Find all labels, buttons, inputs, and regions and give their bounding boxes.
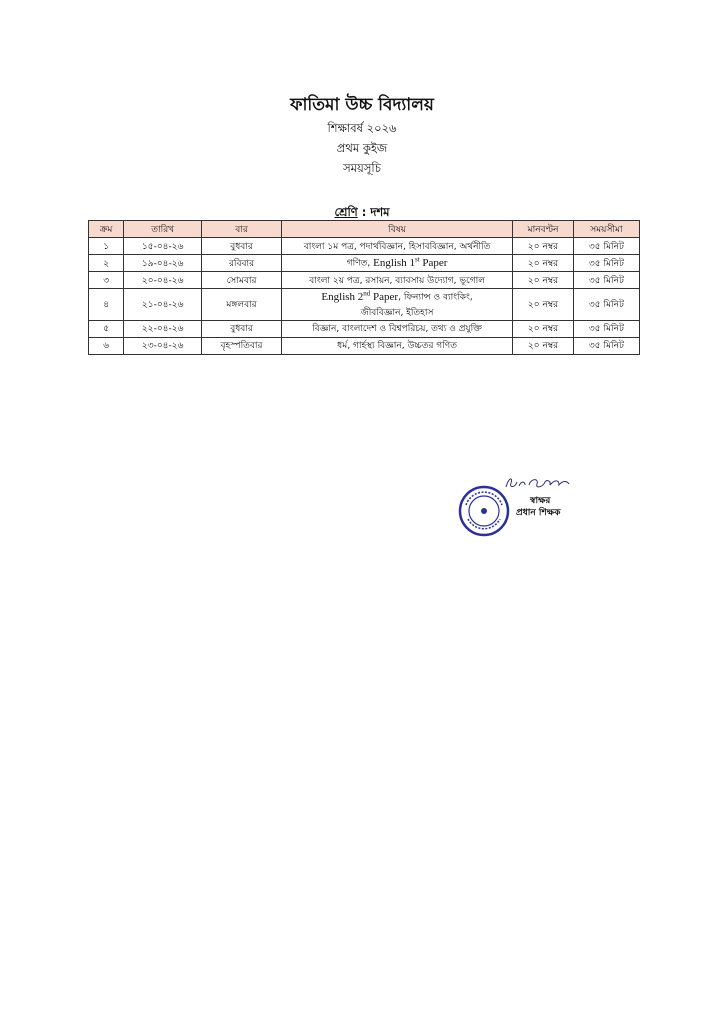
exam-name: প্রথম কুইজ (336, 141, 388, 155)
header-date: তারিখ (124, 221, 202, 238)
table-row (89, 320, 640, 337)
class-label: শ্রেণি (334, 205, 358, 219)
ordinal-suffix: nd (363, 289, 371, 297)
cell-time: ৩৫ মিনিট (573, 238, 639, 255)
table-row (89, 238, 640, 255)
cell-marks: ২০ নম্বর (513, 255, 574, 272)
cell-date: ২৩-০৪-২৬ (124, 337, 202, 354)
header-marks: মানবণ্টন (513, 221, 574, 238)
schedule-table (88, 220, 640, 355)
cell-marks: ২০ নম্বর (513, 320, 574, 337)
subject-english (373, 257, 447, 269)
subject-line-2: জীববিজ্ঞান, ইতিহাস (360, 307, 434, 318)
english-paper-label: English 1 (373, 256, 415, 269)
cell-date: ১৯-০৪-২৬ (124, 255, 202, 272)
cell-serial: ৫ (89, 320, 124, 337)
table-row (89, 255, 640, 272)
school-name: ফাতিমা উচ্চ বিদ্যালয় (290, 95, 434, 115)
header-subject: বিষয় (281, 221, 512, 238)
cell-day: সোমবার (202, 272, 282, 289)
cell-marks: ২০ নম্বর (513, 238, 574, 255)
cell-day: রবিবার (202, 255, 282, 272)
signature-block (458, 475, 578, 545)
cell-subject (281, 255, 512, 272)
cell-marks: ২০ নম্বর (513, 289, 574, 321)
cell-serial: ২ (89, 255, 124, 272)
header-day: বার (202, 221, 282, 238)
cell-serial: ৩ (89, 272, 124, 289)
cell-date: ১৫-০৪-২৬ (124, 238, 202, 255)
cell-date: ২০-০৪-২৬ (124, 272, 202, 289)
cell-subject: বাংলা ২য় পত্র, রসায়ন, ব্যাবসায় উদ্যোগ, ভূগোল (281, 272, 512, 289)
cell-serial: ১ (89, 238, 124, 255)
table-row (89, 337, 640, 354)
cell-time: ৩৫ মিনিট (573, 320, 639, 337)
cell-serial: ৪ (89, 289, 124, 321)
school-seal-icon (458, 485, 510, 537)
headmaster-label: প্রধান শিক্ষক (516, 508, 561, 518)
paper-word: Paper (370, 290, 399, 303)
cell-subject: বাংলা ১ম পত্র, পদার্থবিজ্ঞান, হিসাববিজ্ঞান, অর্থনীতি (281, 238, 512, 255)
cell-marks: ২০ নম্বর (513, 337, 574, 354)
header-serial: ক্রম (89, 221, 124, 238)
class-separator: : (357, 205, 371, 219)
class-value: দশম (370, 205, 390, 219)
cell-date: ২২-০৪-২৬ (124, 320, 202, 337)
subject-english (321, 291, 398, 303)
cell-subject (281, 289, 512, 321)
subject-text: গণিত, (346, 258, 374, 269)
table-row (89, 289, 640, 321)
paper-word: Paper (419, 256, 448, 269)
subject-line-1 (284, 289, 510, 305)
table-row (89, 272, 640, 289)
cell-subject: ধর্ম, গার্হস্থ্য বিজ্ঞান, উচ্চতর গণিত (281, 337, 512, 354)
cell-date: ২১-০৪-২৬ (124, 289, 202, 321)
header-time: সময়সীমা (573, 221, 639, 238)
cell-time: ৩৫ মিনিট (573, 289, 639, 321)
handwritten-signature (503, 475, 573, 491)
cell-serial: ৬ (89, 337, 124, 354)
ordinal-suffix: st (414, 255, 420, 264)
cell-day: মঙ্গলবার (202, 289, 282, 321)
document-header (0, 92, 724, 178)
schedule-title: সময়সূচি (343, 161, 381, 175)
cell-day: বুধবার (202, 320, 282, 337)
cell-day: বুধবার (202, 238, 282, 255)
cell-time: ৩৫ মিনিট (573, 272, 639, 289)
cell-time: ৩৫ মিনিট (573, 337, 639, 354)
cell-time: ৩৫ মিনিট (573, 255, 639, 272)
signature-label: স্বাক্ষর (530, 496, 551, 506)
cell-subject: বিজ্ঞান, বাংলাদেশ ও বিশ্বপরিচয়, তথ্য ও প্রযুক্তি (281, 320, 512, 337)
subject-text: , ফিন্যান্স ও ব্যাংকিং, (398, 292, 473, 303)
english-paper-label: English 2 (321, 290, 364, 303)
cell-day: বৃহস্পতিবার (202, 337, 282, 354)
cell-marks: ২০ নম্বর (513, 272, 574, 289)
table-header-row (89, 221, 640, 238)
academic-year: শিক্ষাবর্ষ ২০২৬ (327, 121, 397, 135)
